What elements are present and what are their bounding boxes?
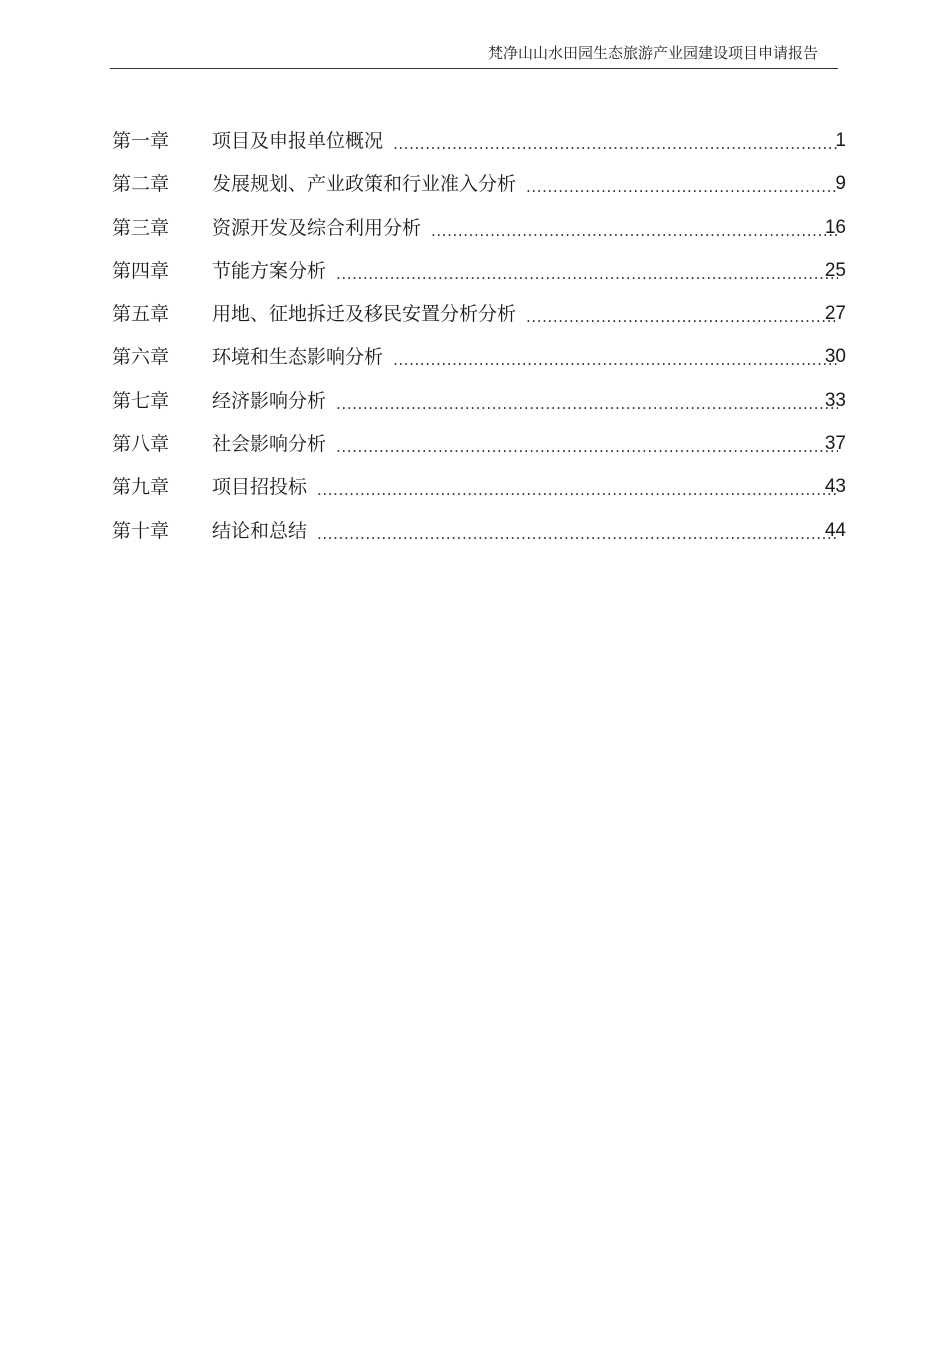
toc-entry[interactable] (112, 301, 852, 344)
toc-chapter-number: 第六章 (112, 346, 170, 369)
toc-leader-dots (526, 173, 838, 200)
toc-page-number: 1 (835, 130, 846, 151)
toc-leader-dots (393, 130, 838, 157)
toc-chapter-number: 第八章 (112, 433, 170, 456)
toc-chapter-title: 社会影响分析 (212, 433, 327, 456)
toc-entry[interactable] (112, 215, 852, 258)
toc-page-number: 9 (835, 173, 846, 195)
toc-leader-dots (431, 217, 838, 244)
toc-leader-dots (336, 390, 838, 417)
toc-page-number: 27 (824, 303, 846, 325)
toc-chapter-number: 第七章 (112, 389, 170, 412)
toc-chapter-title: 资源开发及综合利用分析 (212, 216, 422, 239)
toc-page-number: 30 (824, 346, 846, 368)
toc-entry[interactable] (112, 344, 852, 387)
toc-entry[interactable] (112, 171, 852, 214)
toc-chapter-number: 第二章 (112, 173, 170, 196)
toc-leader-dots (317, 476, 838, 503)
toc-entry[interactable] (112, 258, 852, 301)
document-title: 梵净山山水田园生态旅游产业园建设项目申请报告 (487, 44, 818, 62)
toc-entry[interactable] (112, 474, 852, 517)
running-header (110, 40, 838, 69)
toc-chapter-title: 经济影响分析 (212, 389, 327, 412)
toc-chapter-title: 环境和生态影响分析 (212, 346, 384, 369)
toc-entry[interactable] (112, 431, 852, 474)
toc-entry[interactable] (112, 388, 852, 431)
toc-chapter-title: 发展规划、产业政策和行业准入分析 (212, 173, 517, 196)
toc-leader-dots (393, 346, 838, 373)
toc-page-number: 33 (824, 389, 846, 411)
toc-page-number: 37 (824, 433, 846, 455)
toc-leader-dots (526, 303, 838, 330)
toc-chapter-title: 节能方案分析 (212, 259, 327, 282)
toc-chapter-number: 第五章 (112, 303, 170, 326)
toc-entry[interactable] (112, 518, 852, 561)
toc-leader-dots (336, 260, 838, 287)
toc-leader-dots (336, 433, 838, 460)
toc-leader-dots (317, 520, 838, 547)
toc-chapter-number: 第四章 (112, 259, 170, 282)
toc-chapter-title: 用地、征地拆迁及移民安置分析分析 (212, 303, 517, 326)
toc-page-number: 44 (824, 519, 846, 541)
toc-chapter-title: 项目招投标 (212, 476, 308, 499)
toc-chapter-number: 第十章 (112, 519, 170, 542)
toc-page-number: 16 (824, 216, 846, 238)
toc-chapter-title: 项目及申报单位概况 (212, 130, 384, 152)
toc-chapter-title: 结论和总结 (212, 519, 308, 542)
toc-chapter-number: 第三章 (112, 216, 170, 239)
toc-chapter-number: 第九章 (112, 476, 170, 499)
toc-page-number: 25 (824, 259, 846, 281)
toc-chapter-number: 第一章 (112, 130, 170, 152)
toc-entry[interactable] (112, 128, 852, 171)
toc-page-number: 43 (824, 476, 846, 498)
table-of-contents (112, 128, 852, 561)
